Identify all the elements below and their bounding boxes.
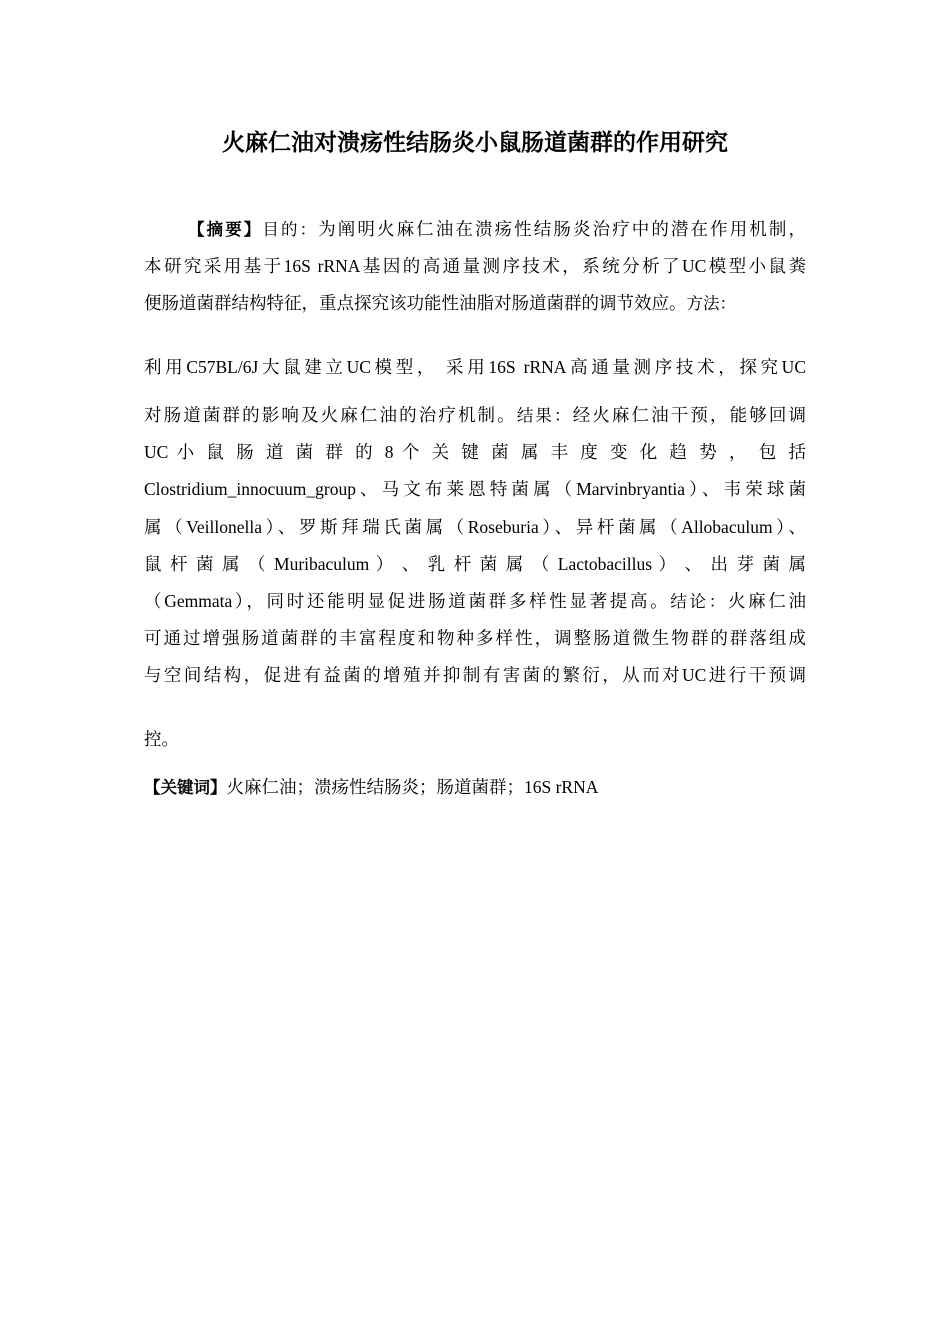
- abstract-label: 【摘要】: [188, 220, 263, 239]
- abstract-text: 鼠 杆 菌 属 （ Muribaculum ） 、 乳 杆 菌 属 （ Lactobacillus ） 、 出 芽 菌 属: [144, 554, 806, 574]
- keywords-line: [144, 769, 806, 806]
- keywords-label: 【关键词】: [144, 778, 227, 797]
- abstract-text: 经火麻仁油干预，能够回调: [572, 405, 807, 425]
- abstract-text: 为阐明火麻仁油在溃疡性结肠炎治疗中的潜在作用机制，: [318, 219, 807, 239]
- abstract-line-3: [144, 285, 806, 322]
- purpose-label: 目的：: [262, 220, 319, 239]
- abstract-text: 控。: [144, 729, 179, 749]
- conclusion-label: 结论：: [670, 592, 728, 611]
- abstract-line-8: [144, 509, 806, 546]
- abstract-line-13: [144, 721, 806, 758]
- abstract-text: （Gemmata），同时还能明显促进肠道菌群多样性显著提高。: [144, 591, 671, 611]
- abstract-line-2: [144, 248, 806, 285]
- abstract-line-4: [144, 349, 806, 386]
- abstract-text: 对肠道菌群的影响及火麻仁油的治疗机制。: [144, 405, 517, 425]
- abstract-text: Clostridium_innocuum_group、马文布莱恩特菌属（Marvinbryantia）、韦荣球菌: [144, 479, 806, 499]
- abstract-line-7: [144, 471, 806, 508]
- method-label: 方法：: [686, 294, 736, 313]
- abstract-text: 可通过增强肠道菌群的丰富程度和物种多样性，调整肠道微生物群的群落组成: [144, 628, 806, 648]
- abstract-line-6: [144, 434, 806, 471]
- keywords-text: 火麻仁油；溃疡性结肠炎；肠道菌群；16S rRNA: [226, 777, 599, 797]
- abstract-line-10: [144, 583, 806, 620]
- abstract-line-12: [144, 657, 806, 694]
- abstract-text: UC 小 鼠 肠 道 菌 群 的 8 个 关 键 菌 属 丰 度 变 化 趋 势 ， 包 括: [144, 442, 806, 462]
- abstract-text: 火麻仁油: [727, 591, 807, 611]
- result-label: 结果：: [516, 406, 573, 425]
- abstract-line-11: [144, 620, 806, 657]
- abstract-line-5: [144, 397, 806, 434]
- abstract-text: 便肠道菌群结构特征，重点探究该功能性油脂对肠道菌群的调节效应。: [144, 293, 687, 313]
- paper-title: 火麻仁油对溃疡性结肠炎小鼠肠道菌群的作用研究: [222, 130, 728, 156]
- abstract-text: 与空间结构，促进有益菌的增殖并抑制有害菌的繁衍，从而对UC进行干预调: [144, 665, 806, 685]
- abstract-text: 利用C57BL/6J大鼠建立UC模型， 采用16S rRNA高通量测序技术，探究UC: [144, 357, 806, 377]
- abstract-line-1: [144, 211, 806, 248]
- abstract-text: 本研究采用基于16S rRNA基因的高通量测序技术，系统分析了UC模型小鼠粪: [144, 256, 806, 276]
- abstract-line-9: [144, 546, 806, 583]
- abstract-text: 属（Veillonella）、罗斯拜瑞氏菌属（Roseburia）、异杆菌属（Allobaculum）、: [144, 517, 806, 537]
